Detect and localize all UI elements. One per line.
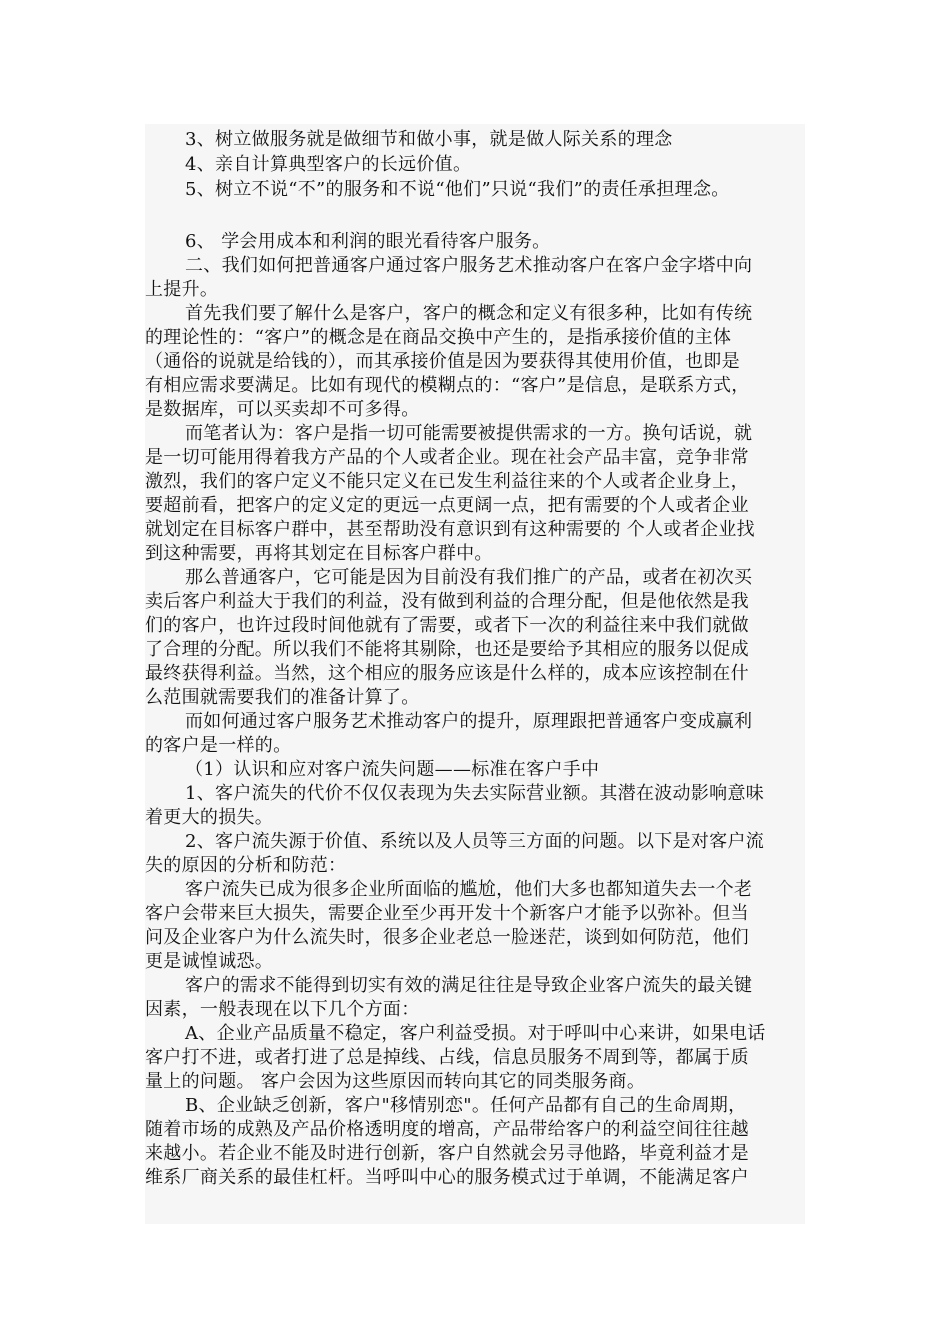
- text-line: 4、亲自计算典型客户的长远价值。: [185, 154, 472, 175]
- text-line: B、企业缺乏创新，客户"移情别恋"。任何产品都有自己的生命周期，: [185, 1095, 747, 1116]
- text-line: 二、我们如何把普通客户通过客户服务艺术推动客户在客户金字塔中向: [185, 255, 753, 276]
- text-line: 客户会带来巨大损失，需要企业至少再开发十个新客户才能予以弥补。但当: [145, 903, 749, 924]
- text-line: 因素，一般表现在以下几个方面：: [145, 999, 420, 1020]
- text-line: 客户流失已成为很多企业所面临的尴尬，他们大多也都知道失去一个老: [185, 879, 753, 900]
- text-line: 6、 学会用成本和利润的眼光看待客户服务。: [185, 231, 551, 252]
- text-line: 的客户是一样的。: [145, 735, 292, 756]
- text-line: 那么普通客户，它可能是因为目前没有我们推广的产品，或者在初次买: [185, 567, 753, 588]
- text-line: 的理论性的：“客户”的概念是在商品交换中产生的，是指承接价值的主体: [145, 327, 732, 348]
- text-line: 量上的问题。 客户会因为这些原因而转向其它的同类服务商。: [145, 1071, 646, 1092]
- text-line: 问及企业客户为什么流失时，很多企业老总一脸迷茫，谈到如何防范，他们: [145, 927, 749, 948]
- text-line: 是一切可能用得着我方产品的个人或者企业。现在社会产品丰富，竞争非常: [145, 447, 749, 468]
- text-line: 更是诚惶诚恐。: [145, 951, 274, 972]
- text-line: 失的原因的分析和防范：: [145, 855, 347, 876]
- text-line: 是数据库，可以买卖却不可多得。: [145, 399, 420, 420]
- text-line: 们的客户，也许过段时间他就有了需要，或者下一次的利益往来中我们就做: [145, 615, 749, 636]
- text-line: 卖后客户利益大于我们的利益，没有做到利益的合理分配，但是他依然是我: [145, 591, 749, 612]
- text-line: A、企业产品质量不稳定，客户利益受损。对于呼叫中心来讲，如果电话: [185, 1023, 766, 1044]
- text-line: 5、树立不说“不”的服务和不说“他们”只说“我们”的责任承担理念。: [185, 179, 730, 200]
- text-line: 么范围就需要我们的准备计算了。: [145, 687, 420, 708]
- text-line: 客户的需求不能得到切实有效的满足往往是导致企业客户流失的最关键: [185, 975, 753, 996]
- text-block: [145, 124, 805, 1224]
- text-line: 首先我们要了解什么是客户，客户的概念和定义有很多种，比如有传统: [185, 303, 753, 324]
- text-line: 就划定在目标客户群中，甚至帮助没有意识到有这种需要的 个人或者企业找: [145, 519, 755, 540]
- text-line: 着更大的损失。: [145, 807, 274, 828]
- text-line: 而如何通过客户服务艺术推动客户的提升，原理跟把普通客户变成赢利: [185, 711, 753, 732]
- text-line: 了合理的分配。所以我们不能将其剔除，也还是要给予其相应的服务以促成: [145, 639, 749, 660]
- text-line: 而笔者认为：客户是指一切可能需要被提供需求的一方。换句话说，就: [185, 423, 753, 444]
- text-line: 激烈，我们的客户定义不能只定义在已发生利益往来的个人或者企业身上，: [145, 471, 749, 492]
- text-line: 1、客户流失的代价不仅仅表现为失去实际营业额。其潜在波动影响意味: [185, 783, 765, 804]
- text-line: 最终获得利益。当然，这个相应的服务应该是什么样的，成本应该控制在什: [145, 663, 749, 684]
- text-line: 到这种需要，再将其划定在目标客户群中。: [145, 543, 493, 564]
- text-line: 随着市场的成熟及产品价格透明度的增高，产品带给客户的利益空间往往越: [145, 1119, 749, 1140]
- text-line: 来越小。若企业不能及时进行创新，客户自然就会另寻他路，毕竟利益才是: [145, 1143, 749, 1164]
- text-line: 3、树立做服务就是做细节和做小事，就是做人际关系的理念: [185, 129, 673, 150]
- text-line: 有相应需求要满足。比如有现代的模糊点的：“客户”是信息，是联系方式，: [145, 375, 750, 396]
- text-line: 2、客户流失源于价值、系统以及人员等三方面的问题。以下是对客户流: [185, 831, 765, 852]
- text-line: 客户打不进，或者打进了总是掉线、占线，信息员服务不周到等，都属于质: [145, 1047, 749, 1068]
- text-line: 上提升。: [145, 279, 219, 300]
- text-line: 维系厂商关系的最佳杠杆。当呼叫中心的服务模式过于单调，不能满足客户: [145, 1167, 749, 1188]
- text-line: （1）认识和应对客户流失问题——标准在客户手中: [185, 759, 600, 780]
- text-line: 要超前看，把客户的定义定的更远一点更阔一点，把有需要的个人或者企业: [145, 495, 749, 516]
- text-line: （通俗的说就是给钱的），而其承接价值是因为要获得其使用价值，也即是: [145, 351, 740, 372]
